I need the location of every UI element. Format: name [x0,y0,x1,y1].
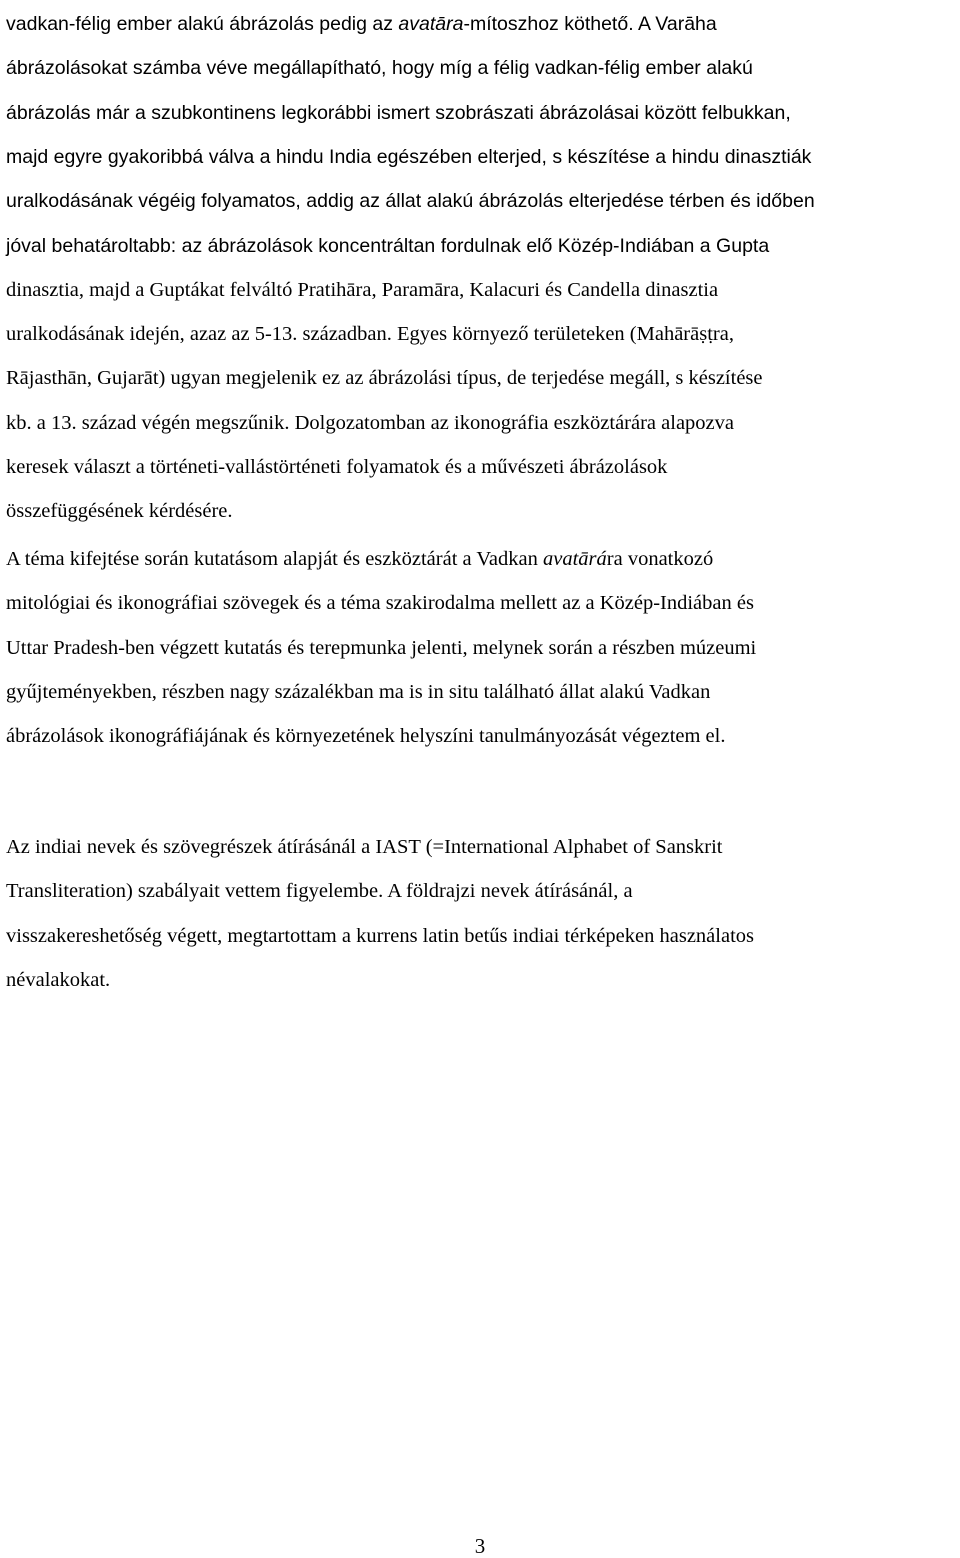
text-line [6,366,763,390]
italic-term: avatārá [542,548,607,570]
text-line [6,499,233,523]
text-segment: vadkan-félig ember alakú ábrázolás pedig az [6,13,399,35]
text-line [6,547,713,571]
text-segment: ábrázolások ikonográfiájának és környezetének helyszíni tanulmányozását végeztem el. [6,725,726,748]
text-line [6,189,815,213]
text-line [6,835,723,859]
text-segment: A téma kifejtése során kutatásom alapját és eszköztárát a Vadkan [6,548,543,570]
text-line [6,680,710,704]
text-line [6,968,110,992]
text-segment: Transliteration) szabályait vettem figyelembe. A földrajzi nevek átírásánál, a [6,880,633,903]
text-segment: ábrázolás már a szubkontinens legkorábbi ismert szobrászati ábrázolásai között felbukkan, [6,101,791,124]
text-segment: uralkodásának végéig folyamatos, addig az állat alakú ábrázolás elterjedése térben és időben [6,190,815,213]
text-segment: ra vonatkozó [606,548,714,570]
text-line [6,724,725,748]
text-line [6,591,754,615]
text-line [6,636,756,660]
text-segment: Rājasthān, Gujarāt) ugyan megjelenik ez az ábrázolási típus, de terjedése megáll, s készítése [6,367,763,390]
text-line [6,924,754,948]
text-segment: keresek választ a történeti-vallástörténeti folyamatok és a művészeti ábrázolások [6,456,668,478]
text-segment: dinasztia, majd a Guptákat felváltó Pratihāra, Paramāra, Kalacuri és Candella dinasztia [6,278,719,301]
text-line [6,411,734,435]
text-segment: uralkodásának idején, azaz az 5-13. században. Egyes környező területeken (Mahārāṣṭra, [6,323,734,346]
text-segment: kb. a 13. század végén megszűnik. Dolgozatomban az ikonográfia eszköztárára alapozva [6,411,735,434]
text-line [6,12,717,36]
text-line [6,234,769,258]
italic-term: avatāra [398,13,464,35]
text-line [6,145,811,169]
page-number: 3 [474,1534,486,1558]
text-segment: jóval behatároltabb: az ábrázolások koncentráltan fordulnak elő Közép-Indiában a Gupta [6,234,770,257]
text-segment: Uttar Pradesh-ben végzett kutatás és terepmunka jelenti, melynek során a részben múzeumi [6,636,757,659]
text-line [6,322,734,346]
text-segment: -mítoszhoz köthető. A Varāha [463,13,717,35]
text-line [6,278,718,302]
text-segment: visszakereshetőség végett, megtartottam a kurrens latin betűs indiai térképeken használatos [6,924,754,947]
text-segment: gyűjteményekben, részben nagy százalékban ma is in situ található állat alakú Vadkan [6,680,711,703]
text-line [6,455,667,479]
text-segment: összefüggésének kérdésére. [6,500,233,523]
text-line [6,879,633,903]
text-segment: névalakokat. [6,968,111,991]
text-segment: mitológiai és ikonográfiai szövegek és a téma szakirodalma mellett az a Közép-Indiában és [6,592,754,615]
text-segment: ábrázolásokat számba véve megállapítható, hogy míg a félig vadkan-félig ember alakú [6,57,753,80]
text-segment: majd egyre gyakoribbá válva a hindu India egészében elterjed, s készítése a hindu dinasztiák [6,145,812,168]
text-line [6,56,753,80]
text-segment: Az indiai nevek és szövegrészek átírásánál a IAST (=International Alphabet of Sanskrit [6,836,723,858]
text-line [6,101,791,125]
